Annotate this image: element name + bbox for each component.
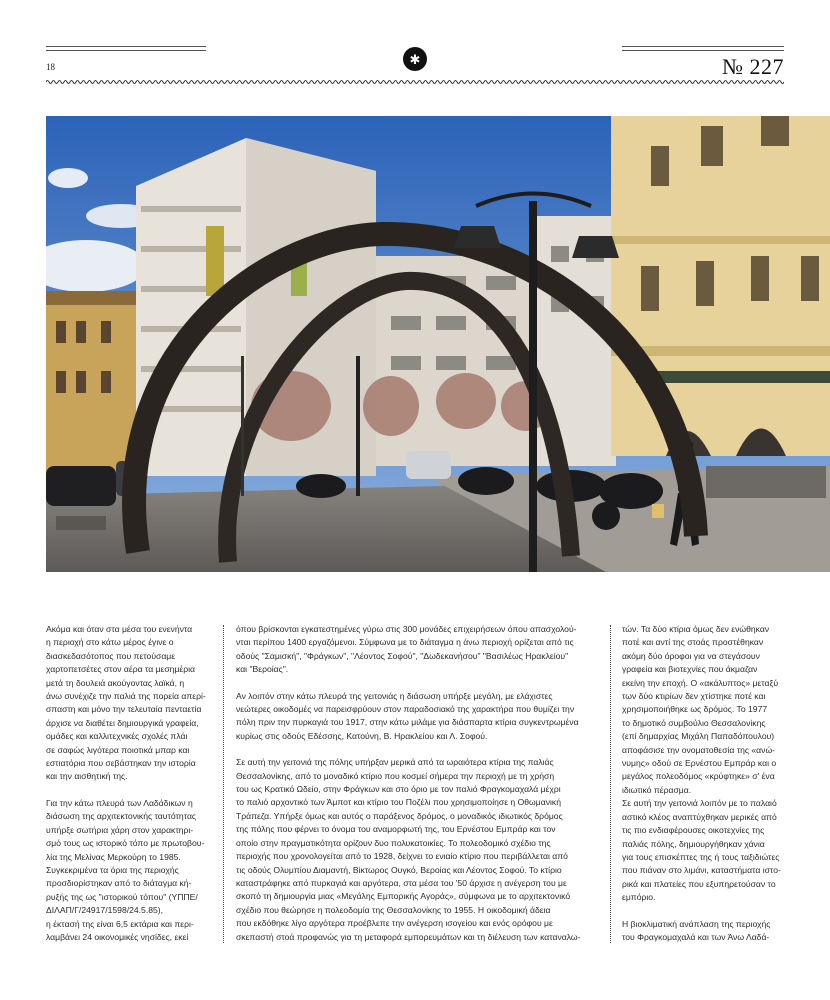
text-line: Συγκεκριμένα τα όρια της περιοχής (46, 864, 179, 875)
text-line: το δημοτικό συμβούλιο Θεσσαλονίκης (622, 717, 766, 728)
text-line: ΔΙΛΑΠ/Γ/24917/1598/24.5.85), (46, 905, 164, 916)
text-line: σκοπό τη δημιουργία μιας «Μεγάλης Εμπορικής Αγοράς», σύμφωνα με το αρχιτεκτονικό (236, 891, 571, 902)
issue-number: № 227 (722, 54, 784, 79)
text-line: λία της Μελίνας Μερκούρη το 1985. (46, 851, 181, 862)
text-line: υπήρξε σωτήρια χάρη στον χαρακτηρι- (46, 824, 194, 835)
text-line: χρησιμοποιήθηκε ως δρόμος. Το 1977 (622, 704, 768, 715)
column-divider-left (223, 625, 224, 943)
text-line: που εκδόθηκε λίγο αργότερα προέβλεπε την ανέγερση ισογείου και ενός ορόφου με (236, 918, 553, 929)
paragraph (46, 797, 212, 944)
text-line: χαρτοπετσέτες στον αέρα τα μεσημέρια (46, 664, 195, 675)
text-line: που πιάναν στο λιμάνι, καταστήματα ιστο- (622, 865, 781, 876)
header-rule-left (46, 46, 206, 52)
asterisk-badge-icon: ✱ (403, 47, 427, 71)
text-line: Για την κάτω πλευρά των Λαδάδικων η (46, 797, 193, 808)
text-line: Η βιοκλιματική ανάπλαση της περιοχής (622, 918, 771, 929)
text-line: Τράπεζα. Υπήρξε όμως και αυτός ο παράξενος δρόμος, ο μοναδικός ιδιωτικός δρόμος (236, 810, 563, 821)
text-line: Θεσσαλονίκης, από το μοναδικό κτίριο που κοσμεί σήμερα την περιοχή με τη χρήση (236, 770, 555, 781)
text-line: Σε αυτή την γειτονιά λοιπόν με το παλαιό (622, 798, 777, 809)
text-line: για τους επισκέπτες της ή τους ταξιδιώτες (622, 851, 780, 862)
text-line: ρικά και πλατείες που εξυπηρετούσαν το (622, 878, 776, 889)
text-line: τις οδούς Ολυμπίου Διαμαντή, Βίκτωρος Ουγκό, Βεροίας και Λέοντος Σοφού. Το κτίριο (236, 864, 562, 875)
text-line: πόλη πριν την πυρκαγιά του 1917, στην κάτω μιλάμε για διάσπαρτα κτίρια συγκεντρωμένα (236, 717, 579, 728)
text-line: αστικό κλέος αναπτύχθηκαν μερικές από (622, 811, 777, 822)
text-line: Ακόμα και όταν στα μέσα του ενενήντα (46, 624, 193, 634)
text-line: εκείνη την εποχή. Ο «ακάλυπτος» μεταξύ (622, 677, 779, 688)
text-line: εστιατόρια που σεβάστηκαν την ιστορία (46, 758, 196, 769)
text-line: ιδιωτικό πέρασμα. (622, 784, 692, 795)
text-line: ομάδες και καλλιτεχνικές σχολές πλάι (46, 731, 188, 742)
paragraph (622, 623, 784, 905)
text-line: προσδιορίστηκαν από το διάταγμα κή- (46, 878, 192, 889)
header-rule-right (622, 46, 784, 52)
text-line: οδούς "Σαμισκή", "Φράγκων", "Λέοντος Σοφού", "Δωδεκανήσου" "Βασιλέως Ηρακλείου" (236, 650, 569, 661)
paragraph (236, 756, 598, 944)
text-line: και την αισθητική της. (46, 771, 128, 782)
paragraph (46, 623, 212, 784)
paragraph (236, 690, 598, 744)
text-line: το παλιό αρχοντικό των Άμποτ και κτίριο του Ποζέλι που χρησιμοποίησε η Οθωμανική (236, 797, 561, 808)
text-line: καταστράφηκε από πυρκαγιά και αργότερα, στα μέσα του '50 άρχισε η ανέγερση του με (236, 877, 567, 888)
text-line: περιοχής που χρονολογείται από το 1928, δείχνει το ενιαίο κτίριο που περιβάλλεται από (236, 851, 568, 862)
text-line: διάσωση της αρχιτεκτονικής ταυτότητας (46, 811, 197, 822)
text-line: η περιοχή στο κάτω μέρος έγινε ο (46, 637, 174, 648)
text-line: σκεπαστή στοά προφανώς για τη μεταφορά εμπορευμάτων και τη διέλευση των καταναλω- (236, 931, 581, 942)
text-line: γραφεία και βιοτεχνίες που άκμαζαν (622, 664, 758, 675)
text-column-2 (236, 623, 598, 957)
text-line: του Φραγκομαχαλά και των Άνω Λαδά- (622, 931, 770, 942)
text-line: ακόμη δύο όροφοι για να στεγάσουν (622, 650, 760, 661)
text-column-1 (46, 623, 212, 957)
text-line: των δύο κτιρίων δεν χτίστηκε ποτέ και (622, 691, 766, 702)
text-line: μεγάλος πολεοδόμος «κρύφτηκε» σ' ένα (622, 771, 775, 782)
text-line: λαμβάνει 24 οικονομικές νησίδες, εκεί (46, 931, 189, 942)
text-line: κυρίως στις οδούς Εδέσσης, Κατούνη, Β. Ηρακλείου και Λ. Σοφού. (236, 730, 488, 741)
text-line: τών. Τα δύο κτίρια όμως δεν ενώθηκαν (622, 624, 770, 634)
text-line: νεώτερες οικοδομές να παρεισφρύουν στον παραδοσιακό της χαρακτήρα που θυμίζει την (236, 704, 575, 715)
text-line: αποφάσισε την ονοματοθεσία της «ανώ- (622, 744, 776, 755)
text-line: ποτέ και αντί της στοάς προστέθηκαν (622, 637, 764, 648)
text-line: της πόλης που φέρνει το όνομα του αναμορφωτή της, του Ερνέστου Εμπράρ και τον (236, 824, 556, 835)
text-line: οποίο στην πραγματικότητα ορίζουν δυο πολυκατοικίες. Το πολεοδομικό σχέδιο της (236, 837, 551, 848)
page-number: 18 (46, 62, 55, 72)
text-line: (επί δημαρχίας Μιχάλη Παπαδόπουλου) (622, 731, 775, 742)
wavy-divider (46, 78, 784, 86)
paragraph (236, 623, 598, 677)
text-line: άνω συνέχιζε την παλιά της πορεία απερί- (46, 691, 206, 702)
text-column-3 (622, 623, 784, 957)
text-line: νται περίπου 1400 εργαζόμενοι. Σύμφωνα με το διάταγμα η άνω περιοχή ορίζεται από τις (236, 637, 574, 648)
text-line: εμπόριο. (622, 892, 656, 903)
paragraph (622, 918, 784, 945)
text-line: και "Βεροίας". (236, 664, 289, 675)
text-line: μετά τη δουλειά ακούγοντας λαϊκά, η (46, 677, 185, 688)
text-line: Αν λοιπόν στην κάτω πλευρά της γειτονιάς η διάσωση υπήρξε μεγάλη, με ελάχιστες (236, 690, 553, 701)
text-line: τις πιο ενδιαφέρουσες οικοτεχνίες της (622, 825, 765, 836)
text-line: όπου βρίσκονται εγκατεστημένες γύρω στις 300 μονάδες επιχειρήσεων όπου απασχολού- (236, 624, 577, 634)
text-line: σχέδιο που θεώρησε η πολεοδομία της Θεσσαλονίκης το 1955. Η οικοδομική άδεια (236, 904, 551, 915)
text-line: η έκτασή της είναι 6,5 εκτάρια και περι- (46, 918, 194, 929)
text-line: σμό τους ως ιστορικό τόπο με πρωτοβου- (46, 838, 205, 849)
text-line: διασκεδασότοπος που πετούσαμε (46, 650, 176, 661)
text-line: ρυξής της ως "ιστορικού τόπου" (ΥΠΠΕ/ (46, 891, 198, 902)
text-line: νυμης» οδού σε Ερνέστου Εμπράρ και ο (622, 758, 777, 769)
street-photo (46, 116, 830, 572)
text-line: παλιάς πόλης, δημιουργήθηκαν χάνια (622, 838, 765, 849)
column-divider-right (610, 625, 611, 943)
text-line: του ως Κρατικό Ωδείο, στην Φράγκων και στο όριο με τον παλιό Φραγκομαχαλά μέχρι (236, 784, 561, 795)
text-line: άρχισε να διαθέτει δημιουργικά γραφεία, (46, 717, 199, 728)
text-line: σε σαφώς λιγότερα ποιοτικά μπαρ και (46, 744, 190, 755)
text-line: σπαστη και μόνο την τελευταία πενταετία (46, 704, 202, 715)
text-line: Σε αυτή την γειτονιά της πόλης υπήρξαν μερικά από τα ωραιότερα κτίρια της παλιάς (236, 757, 554, 768)
